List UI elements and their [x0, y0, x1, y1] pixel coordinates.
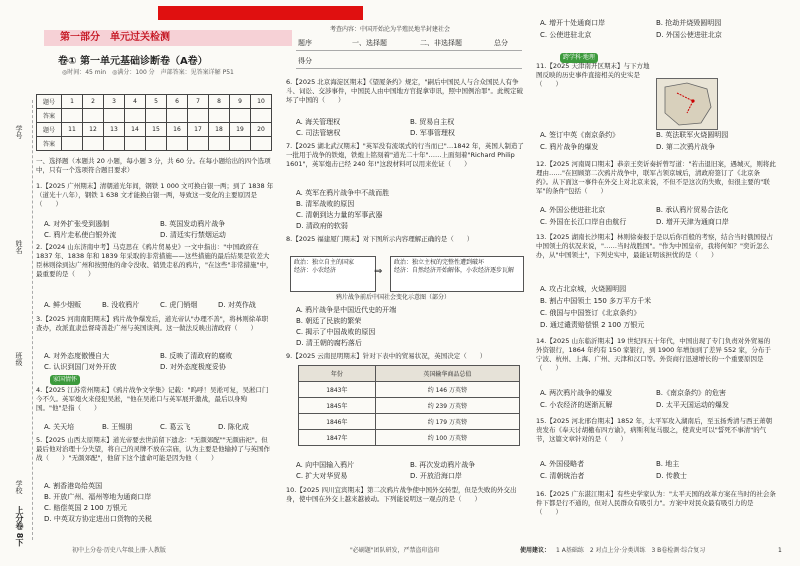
- q9-opt-d[interactable]: D. 开放沿海口岸: [410, 472, 462, 480]
- q4-badge: 家国情怀: [50, 375, 80, 385]
- footer-usage-steps: 1 A基础练 2 对点上分·分类训练 3 B卷检测·综合复习: [556, 547, 706, 554]
- question-14: 14.【2025 山东临沂期末】19 世纪四五十年代，中国出现了专门负责对外贸易的外资银行，1864 年约有 150 家银行，到 1900 年增加到了差异 552 家，分布于宁波、杭州、上海、广州、天津和汉口等。外资商行迅速增长的一个重要原因是（ ）: [536, 337, 771, 372]
- part-banner: 第一部分 单元过关检测: [44, 30, 292, 46]
- q1-opt-d[interactable]: D. 清廷实行禁烟运动: [160, 231, 226, 239]
- grid-num: 19: [230, 123, 251, 137]
- q13-opt-d[interactable]: D. 通过谴责赔偿银 2 100 万银元: [540, 321, 645, 329]
- q15-opt-b[interactable]: B. 地主: [656, 460, 680, 468]
- q10-opt-b[interactable]: B. 抢劫并烧毁圆明园: [656, 19, 722, 27]
- q12-opt-a[interactable]: A. 外国公使进驻北京: [540, 206, 606, 214]
- question-1: 1.【2025 广州期末】清朝道光年间，钢铁 1 000 文可换白银一两；到了 1838 年（道光十八年），钢铁 1 638 文才能换白银一两，导致这一变化的主要原因是（ ）: [36, 182, 274, 208]
- q14-opt-c[interactable]: C. 小农经济的逐渐瓦解: [540, 401, 613, 409]
- score-head-1: 题序: [298, 39, 312, 47]
- q6-opt-b[interactable]: B. 贸易自主权: [410, 118, 455, 126]
- q10-opt-a[interactable]: A. 增开十处通商口岸: [540, 19, 606, 27]
- question-6: 6.【2025 北京海淀区期末】《望厦条约》规定，"嗣后中国民人与合众国民人有争斗、词讼、交涉事件，中国民人由中国地方官捉拿审讯，照中国例治罪"。此规定破坏了中国的（ ）: [286, 78, 523, 104]
- question-16: 16.【2025 广东湛江期末】有些史学家认为："太平天国的改革方案在当时的社会条件下都是行不通的，但对人民群众有吸引力"。方案中对民众最有吸引力的是（ ）: [536, 490, 776, 516]
- q7-opt-d[interactable]: D. 清政府的软弱: [296, 222, 348, 230]
- answer-cell[interactable]: [251, 109, 272, 123]
- table-cell: 约 146 万英镑: [375, 382, 519, 398]
- q7-opt-c[interactable]: C. 清朝到达力量的军事武器: [296, 211, 383, 219]
- side-brand: 上分卷 8下: [15, 506, 24, 547]
- side-label-xingming: 姓名: [15, 240, 23, 254]
- q3-opt-b[interactable]: B. 反映了清政府的腐败: [160, 352, 233, 360]
- q14-opt-a[interactable]: A. 两次鸦片战争的爆发: [540, 389, 613, 397]
- q5-opt-a[interactable]: A. 割香港岛给英国: [44, 482, 103, 490]
- q2-opt-c[interactable]: C. 虎门销烟: [160, 301, 198, 309]
- grid-num: 9: [230, 95, 251, 109]
- answer-cell[interactable]: [146, 109, 167, 123]
- grid-num: 6: [167, 95, 188, 109]
- q11-badge: 跨学科·地理: [560, 53, 598, 63]
- grid-num: 3: [104, 95, 125, 109]
- q14-opt-d[interactable]: D. 太平天国运动的爆发: [656, 401, 729, 409]
- grid-num: 7: [188, 95, 209, 109]
- answer-cell[interactable]: [209, 137, 230, 151]
- q4-opt-b[interactable]: B. 王锡朋: [102, 423, 133, 431]
- q3-opt-c[interactable]: C. 认识到国门对外开放: [44, 363, 117, 371]
- table-cell: 约 179 万英镑: [375, 414, 519, 430]
- q12-opt-c[interactable]: C. 外国在长江口岸自由航行: [540, 218, 627, 226]
- q9-head-year: 年份: [299, 366, 376, 382]
- answer-cell[interactable]: [230, 109, 251, 123]
- question-4: 4.【2025 江苏常州期末】《鸦片战争文学集》记载："呜呼！吴淞可复，吴淞口门今不久。英军炮火来侵犯吴淞，"他在吴淞口与英军展开激战，最后以身殉国。"他"是指（ ）: [36, 386, 269, 412]
- answer-cell[interactable]: [188, 109, 209, 123]
- score-row-rule-bottom: [296, 68, 522, 69]
- q6-opt-a[interactable]: A. 海关管理权: [296, 118, 341, 126]
- side-label-banji: 班级: [15, 352, 23, 366]
- q8-opt-b[interactable]: B. 朝廷了民族的繁荣: [296, 317, 362, 325]
- q8-arrow: ⇒: [374, 266, 383, 277]
- q11-opt-b[interactable]: B. 英法联军火烧圆明园: [656, 131, 729, 139]
- answer-cell[interactable]: [167, 109, 188, 123]
- q1-opt-c[interactable]: C. 鸦片走私使白银外流: [44, 231, 117, 239]
- q7-opt-a[interactable]: A. 英军在鸦片战争中不战而胜: [296, 189, 390, 197]
- q6-opt-d[interactable]: D. 军事管理权: [410, 129, 455, 137]
- q8-box-after: 政治：独立主权的完整性遭到破坏 经济：自然经济开始解体，小农经济逐步瓦解: [390, 256, 524, 292]
- grid-num: 10: [251, 95, 272, 109]
- q9-table: [298, 365, 520, 446]
- q1-opt-b[interactable]: B. 英国发动鸦片战争: [160, 220, 226, 228]
- page-number: 1: [778, 547, 782, 554]
- grid-num: 18: [209, 123, 230, 137]
- answer-cell[interactable]: [104, 109, 125, 123]
- question-13: 13.【2025 湖南长沙期末】林则徐奏报于是以后你百般的考察，结合当时俄国侵占中国领土的状况来说，"……当时战胜国"。"作为中国皇帝，我将何如？"奕䜣怎么办，从"中国领土"，下列史实中，最能证明该担忧的是（ ）: [536, 233, 773, 259]
- top-note: 考查内容：中国开始沦为半殖民地半封建社会: [330, 26, 451, 33]
- q10-opt-d[interactable]: D. 外国公使进驻北京: [656, 31, 722, 39]
- q4-opt-a[interactable]: A. 关天培: [44, 423, 75, 431]
- grid-label: 答案: [37, 109, 62, 123]
- q9-opt-a[interactable]: A. 向中国输入鸦片: [296, 461, 355, 469]
- q15-opt-a[interactable]: A. 外国侵略者: [540, 460, 585, 468]
- answer-cell[interactable]: [83, 137, 104, 151]
- grid-num: 16: [167, 123, 188, 137]
- section1-heading: 一、选择题（本题共 20 小题，每小题 3 分，共 60 分。在每小题给出的四个选项中，只有一个选项符合题目要求）: [36, 157, 271, 174]
- q15-opt-c[interactable]: C. 清朝统治者: [540, 472, 585, 480]
- answer-cell[interactable]: [188, 137, 209, 151]
- answer-cell[interactable]: [167, 137, 188, 151]
- grid-num: 8: [209, 95, 230, 109]
- table-cell: 约 100 万英镑: [375, 430, 519, 446]
- grid-num: 15: [146, 123, 167, 137]
- q8-box-before: 政治：独立自主的国家 经济：小农经济: [290, 256, 376, 292]
- table-cell: 1843年: [299, 382, 376, 398]
- q12-opt-d[interactable]: D. 增开天津为通商口岸: [656, 218, 729, 226]
- answer-cell[interactable]: [62, 137, 83, 151]
- question-3: 3.【2025 河南南阳期末】鸦片战争爆发后，道光帝认"办理不善"，将林则徐革职查办，改派直隶总督琦善赴广州与英国谈判。这一做法反映出清政府（ ）: [36, 315, 269, 332]
- grid-num: 5: [146, 95, 167, 109]
- q3-opt-a[interactable]: A. 对外态度傲慢自大: [44, 352, 110, 360]
- q8-caption: 鸦片战争前后中国社会变化示意图（部分）: [336, 294, 451, 301]
- question-8: 8.【2025 福建厦门期末】对下图所示内容理解正确的是（ ）: [286, 235, 474, 243]
- table-cell: 1847年: [299, 430, 376, 446]
- q4-opt-c[interactable]: C. 葛云飞: [160, 423, 191, 431]
- answer-cell[interactable]: [146, 137, 167, 151]
- q11-opt-d[interactable]: D. 第二次鸦片战争: [656, 143, 715, 151]
- q5-opt-c[interactable]: C. 赔偿英国 2 100 万银元: [44, 504, 127, 512]
- table-cell: 1846年: [299, 414, 376, 430]
- question-11: 11.【2025 天津南开区期末】与下方地图反映的历史事件直接相关的史实是（ ）: [536, 62, 650, 88]
- grid-label: 题号: [37, 123, 62, 137]
- footer-mid: "必刷题"团队研发，严禁盗印盗印: [350, 547, 440, 554]
- answer-cell[interactable]: [125, 137, 146, 151]
- answer-grid: [36, 94, 272, 151]
- q12-opt-b[interactable]: B. 承认鸦片贸易合法化: [656, 206, 729, 214]
- q9-opt-c[interactable]: C. 扩大对华贸易: [296, 472, 348, 480]
- grid-num: 13: [104, 123, 125, 137]
- footer-left: 初中上分卷·历史八年级上册·人教版: [72, 547, 166, 554]
- paper-meta: ◎时间：45 min ◎满分：100 分 声部答案：见答案详解 P51: [62, 69, 234, 76]
- side-label-xuehao: 学号: [15, 125, 23, 139]
- q2-opt-d[interactable]: D. 对英作战: [218, 301, 256, 309]
- grid-num: 1: [62, 95, 83, 109]
- side-label-xuexiao: 学校: [15, 480, 23, 494]
- paper-title: 卷① 第一单元基础诊断卷（A卷）: [58, 56, 208, 67]
- top-red-bar: [158, 6, 363, 20]
- grid-label: 题号: [37, 95, 62, 109]
- q10-opt-c[interactable]: C. 公使进驻北京: [540, 31, 592, 39]
- q13-opt-a[interactable]: A. 攻占北京城，火烧圆明园: [540, 285, 627, 293]
- score-head-4: 总分: [494, 39, 508, 47]
- question-15: 15.【2025 河北邢台期末】1852 年，太平军攻入湖南后，至玉扬秀清与西王萧朝贵发布《奉天讨胡檄布四方谕》，病斯利复马服之，使黄史可以"誓死不事清"的气节，这篇文章针对的是（ ）: [536, 417, 773, 443]
- q11-opt-a[interactable]: A. 签订中英《南京条约》: [540, 131, 620, 139]
- answer-cell[interactable]: [125, 109, 146, 123]
- question-2: 2.【2024 山东济南中考】马克思在《鸦片贸易史》一文中指出："中国政府在 1837 年、1838 年和 1839 年采取的非常措施——这些措施的最后结果是钦差大臣林则徐到达广州和按照他的命令没收、销毁走私的鸦片，"在这些"非常措施"中，最重要的是（ ）: [36, 243, 273, 278]
- q15-opt-d[interactable]: D. 传教士: [656, 472, 687, 480]
- q13-opt-c[interactable]: C. 俄国与中国签订《北京条约》: [540, 309, 641, 317]
- score-row-rule: [296, 50, 522, 51]
- answer-cell[interactable]: [83, 109, 104, 123]
- q4-opt-d[interactable]: D. 陈化成: [218, 423, 249, 431]
- q5-opt-d[interactable]: D. 中英双方协定进出口货物的关税: [44, 515, 152, 523]
- grid-num: 17: [188, 123, 209, 137]
- q2-opt-a[interactable]: A. 鲜少烟贩: [44, 301, 82, 309]
- q3-opt-d[interactable]: D. 对外态度极度妥协: [160, 363, 226, 371]
- score-row-label: 得分: [298, 57, 312, 65]
- grid-label: 答案: [37, 137, 62, 151]
- q8-opt-d[interactable]: D. 清王朝的腐朽落后: [296, 339, 362, 347]
- question-12: 12.【2025 河南周口期末】恭亲王奕䜣奏折曾写道："若击退旧案，遇城灭，则将此理由……"在回顾第二次鸦片战争中，联军占领京城后，清政府签订了《北京条约》。从下面这一事件在外交上对北京来说，不但不是这次的失败，但很主要的"联军"的条件"包括（ ）: [536, 160, 776, 195]
- q9-opt-b[interactable]: B. 再次发动鸦片战争: [410, 461, 476, 469]
- question-5: 5.【2025 山西太原期末】道光帝要去世前留下遗念："无颜郊配""无颜庙祀"。但最后他对治理十分失望，将自己的灵牌不放在宗庙，认为主要是他输掉了与英国作战（ ）"无颜郊配"，他留下这个遗命可能是因为他（ ）: [36, 436, 270, 462]
- question-7: 7.【2025 湖北武汉期末】"英军没有流氓式的行当而已"…1842 年，英国人制造了一批用于战争的铁炮，铁炮上铭刻着"道光二十年"……上面刻着"Richard Philip 1601"，英军炮击已经 240 年!"这段材料可以用来佐证（ ）: [286, 142, 524, 168]
- grid-num: 20: [251, 123, 272, 137]
- footer-usage-label: 使用建议：: [520, 547, 551, 554]
- q6-opt-c[interactable]: C. 司法管辖权: [296, 129, 341, 137]
- answer-cell[interactable]: [104, 137, 125, 151]
- grid-num: 14: [125, 123, 146, 137]
- grid-num: 2: [83, 95, 104, 109]
- score-head-3: 二、非选择题: [420, 39, 462, 47]
- table-cell: 约 239 万英镑: [375, 398, 519, 414]
- grid-num: 4: [125, 95, 146, 109]
- q8-opt-c[interactable]: C. 揭示了中国战败的原因: [296, 328, 376, 336]
- q8-opt-a[interactable]: A. 鸦片战争是中国近代史的开端: [296, 306, 397, 314]
- table-cell: 1845年: [299, 398, 376, 414]
- answer-cell[interactable]: [230, 137, 251, 151]
- q11-map: [656, 78, 718, 130]
- answer-cell[interactable]: [209, 109, 230, 123]
- q13-opt-b[interactable]: B. 割占中国领土 150 多万平方千米: [540, 297, 652, 305]
- q7-opt-b[interactable]: B. 清军战败的原因: [296, 200, 355, 208]
- q14-opt-b[interactable]: B.《南京条约》的危害: [656, 389, 727, 397]
- q9-head-value: 英国输华商品总值: [375, 366, 519, 382]
- q11-opt-c[interactable]: C. 鸦片战争的爆发: [540, 143, 599, 151]
- answer-cell[interactable]: [62, 109, 83, 123]
- grid-num: 11: [62, 123, 83, 137]
- score-head-2: 一、选择题: [352, 39, 387, 47]
- answer-cell[interactable]: [251, 137, 272, 151]
- q5-opt-b[interactable]: B. 开放广州、福州等地为通商口岸: [44, 493, 152, 501]
- question-9: 9.【2025 云南昆明期末】针对下表中的贸易状况，英国决定（ ）: [286, 352, 487, 360]
- q2-opt-b[interactable]: B. 没收鸦片: [102, 301, 140, 309]
- grid-num: 12: [83, 123, 104, 137]
- binding-line: [32, 100, 33, 540]
- question-10: 10.【2025 四川宜宾期末】第二次鸦片战争使中国外交转型，但是失败的外交出身，使中国在外交上越来越被动。下列能说明这一观点的是（ ）: [286, 486, 517, 503]
- q1-opt-a[interactable]: A. 对外扩张受到遏制: [44, 220, 110, 228]
